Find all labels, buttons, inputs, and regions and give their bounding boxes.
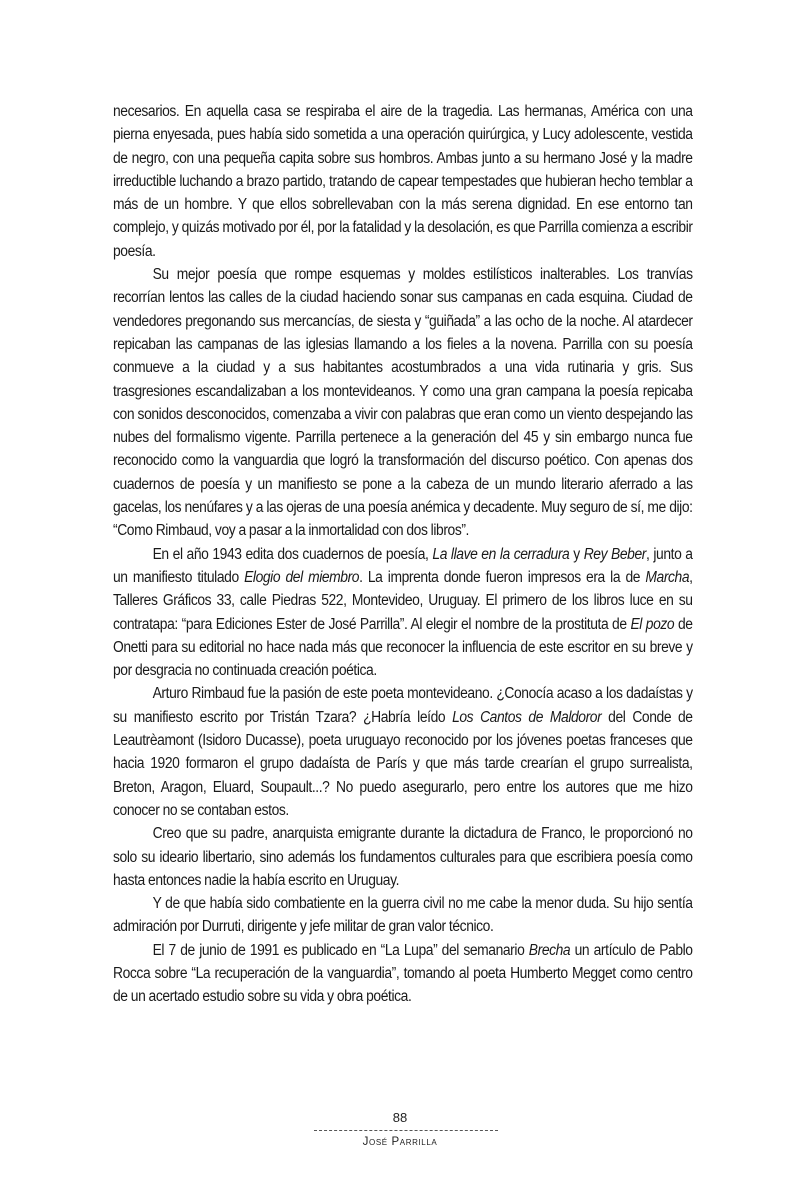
text-run: En el año 1943 edita dos cuadernos de poesía, [152, 545, 433, 563]
paragraph [113, 263, 693, 543]
italic-title: Los Cantos de Maldoror [452, 708, 602, 726]
text-run: Y de que había sido combatiente en la guerra civil no me cabe la menor duda. Su hijo sentía admiración por Durruti, dirigente y jefe militar de gran valor técnico. [113, 895, 693, 936]
paragraph [113, 939, 693, 1009]
italic-title: La llave en la cerradura [432, 545, 570, 563]
text-run: de Onetti para su editorial no hace nada más que reconocer la influencia de este escritor en su breve y por desgracia no continuada creación poética. [113, 615, 693, 680]
running-footer-author: José Parrilla [362, 1136, 438, 1148]
paragraph [113, 543, 693, 683]
italic-title: El pozo [630, 615, 675, 633]
italic-title: Rey Beber [583, 545, 646, 563]
text-run: Creo que su padre, anarquista emigrante durante la dictadura de Franco, le proporcionó no solo su ideario libertario, sino además los fundamentos culturales para que escribiera poesía como hasta entonces nadie la había escrito en Uruguay. [113, 825, 693, 889]
italic-title: Elogio del miembro [244, 568, 360, 586]
text-run: del Conde de Leautrèamont (Isidoro Ducasse), poeta uruguayo reconocido por los jóvenes poetas franceses que hacia 1920 formaron el grupo dadaísta de París y que más tarde crearían el grupo surrealista, Breton, Aragon, Eluard, Soupault...? No puedo asegurarlo, pero entre los autores que me hizo conocer no se contaban estos. [113, 708, 693, 819]
page-number: 88 [392, 1110, 408, 1125]
text-run: Arturo Rimbaud fue la pasión de este poeta montevideano. ¿Conocía acaso a los dadaístas y su manifiesto escrito por Tristán Tzara? ¿Habría leído [113, 685, 693, 726]
paragraph [113, 892, 693, 939]
italic-title: Brecha [528, 941, 571, 959]
paragraph [113, 100, 693, 263]
text-run: un artículo de Pablo Rocca sobre “La recuperación de la vanguardia”, tomando al poeta Humberto Megget como centro de un acertado estudio sobre su vida y obra poética. [113, 941, 693, 1006]
italic-title: Marcha [645, 568, 690, 586]
text-run: El 7 de junio de 1991 es publicado en “La Lupa” del semanario [152, 941, 529, 959]
text-run: , junto a un manifiesto titulado [113, 545, 693, 586]
text-run: necesarios. En aquella casa se respiraba el aire de la tragedia. Las hermanas, América con una pierna enyesada, pues había sido sometida a una operación quirúrgica, y Lucy adolescente, vestida de negro, con una pequeña capita sobre sus hombros. Ambas junto a su hermano José y la madre irreductible luchando a brazo partido, tratando de capear tempestades que hubieran hecho temblar a más de un hombre. Y que ellos sobrellevaban con la más serena dignidad. En ese entorno tan complejo, y quizás motivado por él, por la fatalidad y la desolación, es que Parrilla comienza a escribir poesía. [113, 103, 693, 260]
text-run: . La imprenta donde fueron impresos era la de [359, 568, 646, 586]
paragraph [113, 822, 693, 892]
body-text [113, 100, 693, 1009]
paragraph [113, 682, 693, 822]
text-run: y [569, 545, 584, 563]
text-run: , Talleres Gráficos 33, calle Piedras 522, Montevideo, Uruguay. El primero de los libros luce en su contratapa: “para Ediciones Ester de José Parrilla”. Al elegir el nombre de la prostituta de [113, 568, 693, 633]
footer-divider [314, 1130, 498, 1131]
text-run: Su mejor poesía que rompe esquemas y moldes estilísticos inalterables. Los tranvías recorrían lentos las calles de la ciudad haciendo sonar sus campanas en cada esquina. Ciudad de vendedores pregonando sus mercancías, de siesta y “guiñada” a las ocho de la noche. Al atardecer repicaban las campanas de las iglesias llamando a los fieles a la novena. Parrilla con su poesía conmueve a la ciudad y a sus habitantes acostumbrados a una vida rutinaria y gris. Sus trasgresiones escandalizaban a los montevideanos. Y como una gran campana la poesía repicaba con sonidos desconocidos, comenzaba a vivir con palabras que eran como un viento despejando las nubes del formalismo vigente. Parrilla pertenece a la generación del 45 y sin embargo nunca fue reconocido como la vanguardia que logró la transformación del discurso poético. Con apenas dos cuadernos de poesía y un manifiesto se pone a la cabeza de un mundo literario aferrado a las gacelas, los nenúfares y a las ojeras de una poesía anémica y decadente. Muy seguro de sí, me dijo: “Como Rimbaud, voy a pasar a la inmortalidad con dos libros”. [113, 266, 693, 540]
